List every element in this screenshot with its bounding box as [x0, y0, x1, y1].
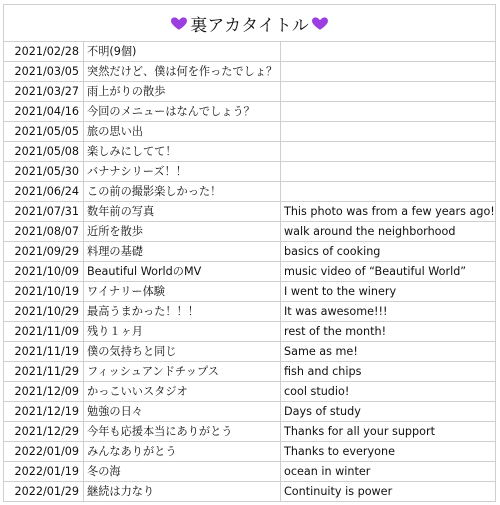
date-cell: 2021/03/05	[4, 62, 84, 82]
date-cell: 2021/04/16	[4, 102, 84, 122]
japanese-title-cell: 突然だけど、僕は何を作ったでしょ？	[84, 62, 281, 82]
japanese-title-cell: フィッシュアンドチップス	[84, 362, 281, 382]
table-row	[4, 342, 496, 362]
table-row	[4, 322, 496, 342]
date-cell: 2021/10/29	[4, 302, 84, 322]
english-title-cell: Thanks for all your support	[281, 422, 496, 442]
table-row	[4, 82, 496, 102]
table-row	[4, 42, 496, 62]
japanese-title-cell: 旅の思い出	[84, 122, 281, 142]
english-title-cell	[281, 62, 496, 82]
english-title-cell	[281, 122, 496, 142]
date-cell: 2021/07/31	[4, 202, 84, 222]
table-row	[4, 122, 496, 142]
english-title-cell	[281, 82, 496, 102]
purple-heart-icon	[311, 14, 329, 32]
table-row	[4, 162, 496, 182]
date-cell: 2021/12/19	[4, 402, 84, 422]
japanese-title-cell: 今年も応援本当にありがとう	[84, 422, 281, 442]
purple-heart-icon	[170, 14, 188, 32]
date-cell: 2021/12/09	[4, 382, 84, 402]
english-title-cell: walk around the neighborhood	[281, 222, 496, 242]
table-row	[4, 282, 496, 302]
table-row	[4, 142, 496, 162]
table-row	[4, 202, 496, 222]
japanese-title-cell: 僕の気持ちと同じ	[84, 342, 281, 362]
table-row	[4, 482, 496, 502]
japanese-title-cell: 勉強の日々	[84, 402, 281, 422]
english-title-cell: It was awesome!!!	[281, 302, 496, 322]
japanese-title-cell: 最高うまかった！！！	[84, 302, 281, 322]
title-sheet	[3, 4, 496, 502]
table-row	[4, 222, 496, 242]
japanese-title-cell: Beautiful WorldのMV	[84, 262, 281, 282]
date-cell: 2021/11/09	[4, 322, 84, 342]
japanese-title-cell: 楽しみにしてて！	[84, 142, 281, 162]
english-title-cell	[281, 42, 496, 62]
english-title-cell: cool studio!	[281, 382, 496, 402]
table-row	[4, 422, 496, 442]
english-title-cell: basics of cooking	[281, 242, 496, 262]
japanese-title-cell: 雨上がりの散歩	[84, 82, 281, 102]
date-cell: 2021/06/24	[4, 182, 84, 202]
date-cell: 2021/10/19	[4, 282, 84, 302]
english-title-cell: Same as me!	[281, 342, 496, 362]
english-title-cell: music video of “Beautiful World”	[281, 262, 496, 282]
english-title-cell: I went to the winery	[281, 282, 496, 302]
date-cell: 2021/12/29	[4, 422, 84, 442]
table-row	[4, 302, 496, 322]
english-title-cell: Days of study	[281, 402, 496, 422]
english-title-cell: This photo was from a few years ago!	[281, 202, 496, 222]
table-row	[4, 382, 496, 402]
date-cell: 2022/01/29	[4, 482, 84, 502]
japanese-title-cell: 数年前の写真	[84, 202, 281, 222]
date-cell: 2021/10/09	[4, 262, 84, 282]
english-title-cell	[281, 142, 496, 162]
japanese-title-cell: 料理の基礎	[84, 242, 281, 262]
table-row	[4, 462, 496, 482]
table-row	[4, 262, 496, 282]
japanese-title-cell: 冬の海	[84, 462, 281, 482]
english-title-cell: Thanks to everyone	[281, 442, 496, 462]
date-cell: 2021/11/29	[4, 362, 84, 382]
english-title-cell: ocean in winter	[281, 462, 496, 482]
japanese-title-cell: この前の撮影楽しかった！	[84, 182, 281, 202]
date-cell: 2021/05/30	[4, 162, 84, 182]
japanese-title-cell: 不明(9個)	[84, 42, 281, 62]
english-title-cell	[281, 182, 496, 202]
date-cell: 2021/03/27	[4, 82, 84, 102]
japanese-title-cell: 近所を散歩	[84, 222, 281, 242]
date-cell: 2022/01/19	[4, 462, 84, 482]
table-row	[4, 182, 496, 202]
date-cell: 2021/08/07	[4, 222, 84, 242]
date-cell: 2021/02/28	[4, 42, 84, 62]
table-row	[4, 442, 496, 462]
english-title-cell: fish and chips	[281, 362, 496, 382]
japanese-title-cell: かっこいいスタジオ	[84, 382, 281, 402]
table-row	[4, 362, 496, 382]
japanese-title-cell: みんなありがとう	[84, 442, 281, 462]
sheet-title	[3, 4, 496, 42]
date-cell: 2021/05/05	[4, 122, 84, 142]
table-row	[4, 242, 496, 262]
sheet-title-text: 裏アカタイトル	[190, 15, 309, 36]
date-cell: 2021/05/08	[4, 142, 84, 162]
japanese-title-cell: 継続は力なり	[84, 482, 281, 502]
english-title-cell	[281, 162, 496, 182]
table-row	[4, 402, 496, 422]
title-table	[3, 41, 496, 502]
japanese-title-cell: バナナシリーズ！！	[84, 162, 281, 182]
date-cell: 2022/01/09	[4, 442, 84, 462]
english-title-cell: rest of the month!	[281, 322, 496, 342]
table-row	[4, 102, 496, 122]
date-cell: 2021/11/19	[4, 342, 84, 362]
japanese-title-cell: 残り１ヶ月	[84, 322, 281, 342]
date-cell: 2021/09/29	[4, 242, 84, 262]
english-title-cell: Continuity is power	[281, 482, 496, 502]
japanese-title-cell: 今回のメニューはなんでしょう？	[84, 102, 281, 122]
table-row	[4, 62, 496, 82]
english-title-cell	[281, 102, 496, 122]
japanese-title-cell: ワイナリー体験	[84, 282, 281, 302]
